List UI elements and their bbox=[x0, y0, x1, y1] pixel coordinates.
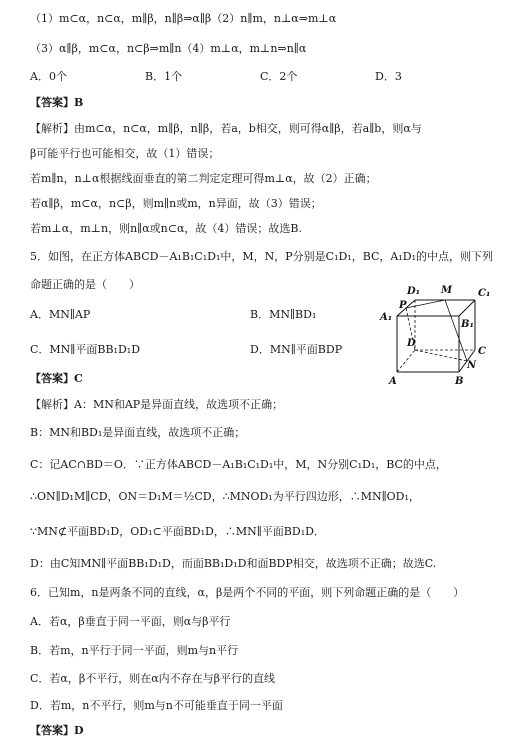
explanation-line: 若m∥n，n⊥α根据线面垂直的第二判定定理可得m⊥α，故（2）正确； bbox=[30, 172, 377, 185]
edge bbox=[459, 300, 475, 316]
q5-option-c: C．MN∥平面BB₁D₁D bbox=[30, 343, 141, 356]
question-5-stem: 5．如图，在正方体ABCD－A₁B₁C₁D₁中，M，N，P分别是C₁D₁，BC，A₁D₁的中点，则下列 bbox=[30, 250, 493, 263]
q6-option-c: C．若α，β不平行，则在α内不存在与β平行的直线 bbox=[30, 672, 275, 685]
explanation-line: 【解析】由m⊂α，n⊂α，m∥β，n∥β，若a，b相交，则可得α∥β，若a∥b，则α与 bbox=[30, 122, 422, 135]
option-c: C．2个 bbox=[260, 70, 298, 83]
q5-option-d: D．MN∥平面BDP bbox=[250, 343, 343, 356]
q5-option-a: A．MN∥AP bbox=[30, 308, 91, 321]
explanation-line: C：记AC∩BD＝O．∵正方体ABCD－A₁B₁C₁D₁中，M，N分别C₁D₁，BC的中点， bbox=[30, 458, 447, 471]
answer-label: 【答案】B bbox=[30, 96, 84, 109]
question-6-stem: 6．已知m，n是两条不同的直线，α，β是两个不同的平面，则下列命题正确的是（ ） bbox=[30, 586, 465, 599]
prop-line-2: （3）α∥β，m⊂α，n⊂β⇒m∥n（4）m⊥α，m⊥n⇒n∥α bbox=[30, 42, 307, 55]
label-a: A bbox=[389, 376, 397, 387]
explanation-line: ∴ON∥D₁M∥CD，ON＝D₁M＝½CD，∴MNOD₁为平行四边形，∴MN∥OD₁， bbox=[30, 490, 420, 503]
prop-line-1: （1）m⊂α，n⊂α，m∥β，n∥β⇒α∥β（2）n∥m，n⊥α⇒m⊥α bbox=[30, 12, 337, 25]
option-b: B．1个 bbox=[145, 70, 183, 83]
label-b1: B₁ bbox=[461, 319, 474, 330]
q6-option-a: A．若α，β垂直于同一平面，则α与β平行 bbox=[30, 615, 231, 628]
explanation-line: β可能平行也可能相交，故（1）错误； bbox=[30, 147, 220, 160]
answer-label: 【答案】C bbox=[30, 372, 83, 385]
answer-label: 【答案】D bbox=[30, 724, 84, 737]
label-p: P bbox=[399, 300, 407, 311]
q6-option-b: B．若m，n平行于同一平面，则m与n平行 bbox=[30, 644, 239, 657]
option-d: D．3 bbox=[375, 70, 402, 83]
explanation-line: ∵MN⊄平面BD₁D，OD₁⊂平面BD₁D，∴MN∥平面BD₁D． bbox=[30, 525, 325, 538]
label-d: D bbox=[407, 338, 416, 349]
q6-option-d: D．若m，n不平行，则m与n不可能垂直于同一平面 bbox=[30, 699, 283, 712]
label-c1: C₁ bbox=[478, 288, 491, 299]
explanation-line: B：MN和BD₁是异面直线，故选项不正确； bbox=[30, 426, 246, 439]
label-c: C bbox=[478, 346, 486, 357]
option-a: A．0个 bbox=[30, 70, 67, 83]
label-a1: A₁ bbox=[380, 312, 393, 323]
segment-pm bbox=[406, 300, 445, 308]
explanation-line: 若m⊥α，m⊥n，则n∥α或n⊂α，故（4）错误；故选B. bbox=[30, 222, 302, 235]
label-d1: D₁ bbox=[407, 286, 421, 297]
question-5-stem: 命题正确的是（ ） bbox=[30, 278, 140, 291]
edge-hidden bbox=[397, 350, 415, 372]
explanation-line: 【解析】A：MN和AP是异面直线，故选项不正确； bbox=[30, 398, 284, 411]
label-m: M bbox=[441, 285, 453, 296]
label-n: N bbox=[467, 360, 477, 371]
explanation-line: 若α∥β，m⊂α，n⊂β，则m∥n或m，n异面，故（3）错误； bbox=[30, 197, 322, 210]
label-b: B bbox=[455, 376, 464, 387]
explanation-line: D：由C知MN∥平面BB₁D₁D，而面BB₁D₁D和面BDP相交，故选项不正确；故选C. bbox=[30, 557, 437, 570]
q5-option-b: B．MN∥BD₁ bbox=[250, 308, 317, 321]
cube-figure bbox=[375, 280, 507, 390]
segment-mn bbox=[445, 300, 467, 361]
